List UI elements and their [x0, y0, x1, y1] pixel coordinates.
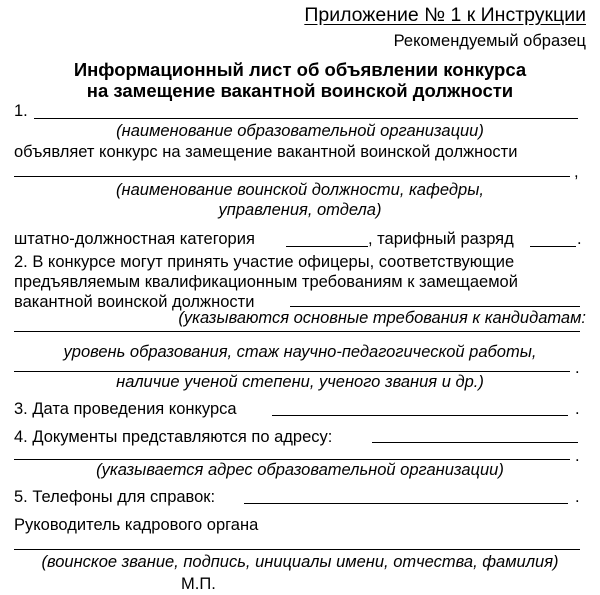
requirements-field-line-2 — [14, 331, 580, 332]
documents-address-period: . — [575, 447, 580, 465]
documents-address-field-line-2 — [14, 459, 570, 460]
sample-note: Рекомендуемый образец — [393, 32, 586, 50]
org-name-field-line — [34, 118, 578, 119]
staff-category-field-line — [286, 246, 368, 247]
requirements-text-line-3: вакантной воинской должности — [14, 293, 255, 311]
appendix-reference: Приложение № 1 к Инструкции — [304, 4, 586, 26]
tariff-grade-period: . — [577, 230, 582, 248]
org-name-hint: (наименование образовательной организации) — [116, 122, 484, 140]
document-title-line-2: на замещение вакантной воинской должности — [86, 80, 514, 101]
requirements-hint-line-3: наличие ученой степени, ученого звания и др.) — [116, 373, 484, 391]
staff-category-label: штатно-должностная категория — [14, 230, 255, 248]
contest-date-field-line — [272, 415, 568, 416]
position-hint-line-2: управления, отдела) — [218, 201, 382, 219]
item-number-1: 1. — [14, 102, 28, 120]
signature-field-line — [14, 549, 580, 550]
documents-address-field-line-1 — [372, 442, 578, 443]
requirements-text-line-1: 2. В конкурсе могут принять участие офицеры, соответствующие — [14, 253, 515, 271]
phones-period: . — [575, 488, 580, 506]
contest-date-period: . — [575, 400, 580, 418]
documents-address-label: 4. Документы представляются по адресу: — [14, 428, 333, 446]
requirements-field-line-1 — [290, 306, 580, 307]
tariff-grade-field-line — [530, 246, 576, 247]
hr-head-label: Руководитель кадрового органа — [14, 516, 259, 534]
requirements-hint-line-2: уровень образования, стаж научно-педагогической работы, — [63, 343, 537, 361]
requirements-period: . — [575, 359, 580, 377]
tariff-grade-label: , тарифный разряд — [368, 230, 514, 248]
position-field-line — [14, 176, 570, 177]
signature-hint: (воинское звание, подпись, инициалы имени, отчества, фамилия) — [41, 553, 559, 571]
position-field-comma: , — [574, 163, 579, 181]
phones-field-line — [244, 503, 568, 504]
requirements-hint-line-1: (указываются основные требования к кандидатам: — [178, 309, 586, 327]
documents-address-hint: (указывается адрес образовательной организации) — [96, 461, 504, 479]
requirements-text-line-2: предъявляемым квалификационным требованиям к замещаемой — [14, 273, 518, 291]
position-hint-line-1: (наименование воинской должности, кафедры, — [116, 181, 484, 199]
requirements-field-line-3 — [14, 371, 570, 372]
contest-date-label: 3. Дата проведения конкурса — [14, 400, 237, 418]
phones-label: 5. Телефоны для справок: — [14, 488, 216, 506]
seal-placeholder: М.П. — [181, 575, 216, 593]
announcement-text: объявляет конкурс на замещение вакантной воинской должности — [14, 143, 518, 161]
document-title-line-1: Информационный лист об объявлении конкурса — [73, 59, 527, 80]
